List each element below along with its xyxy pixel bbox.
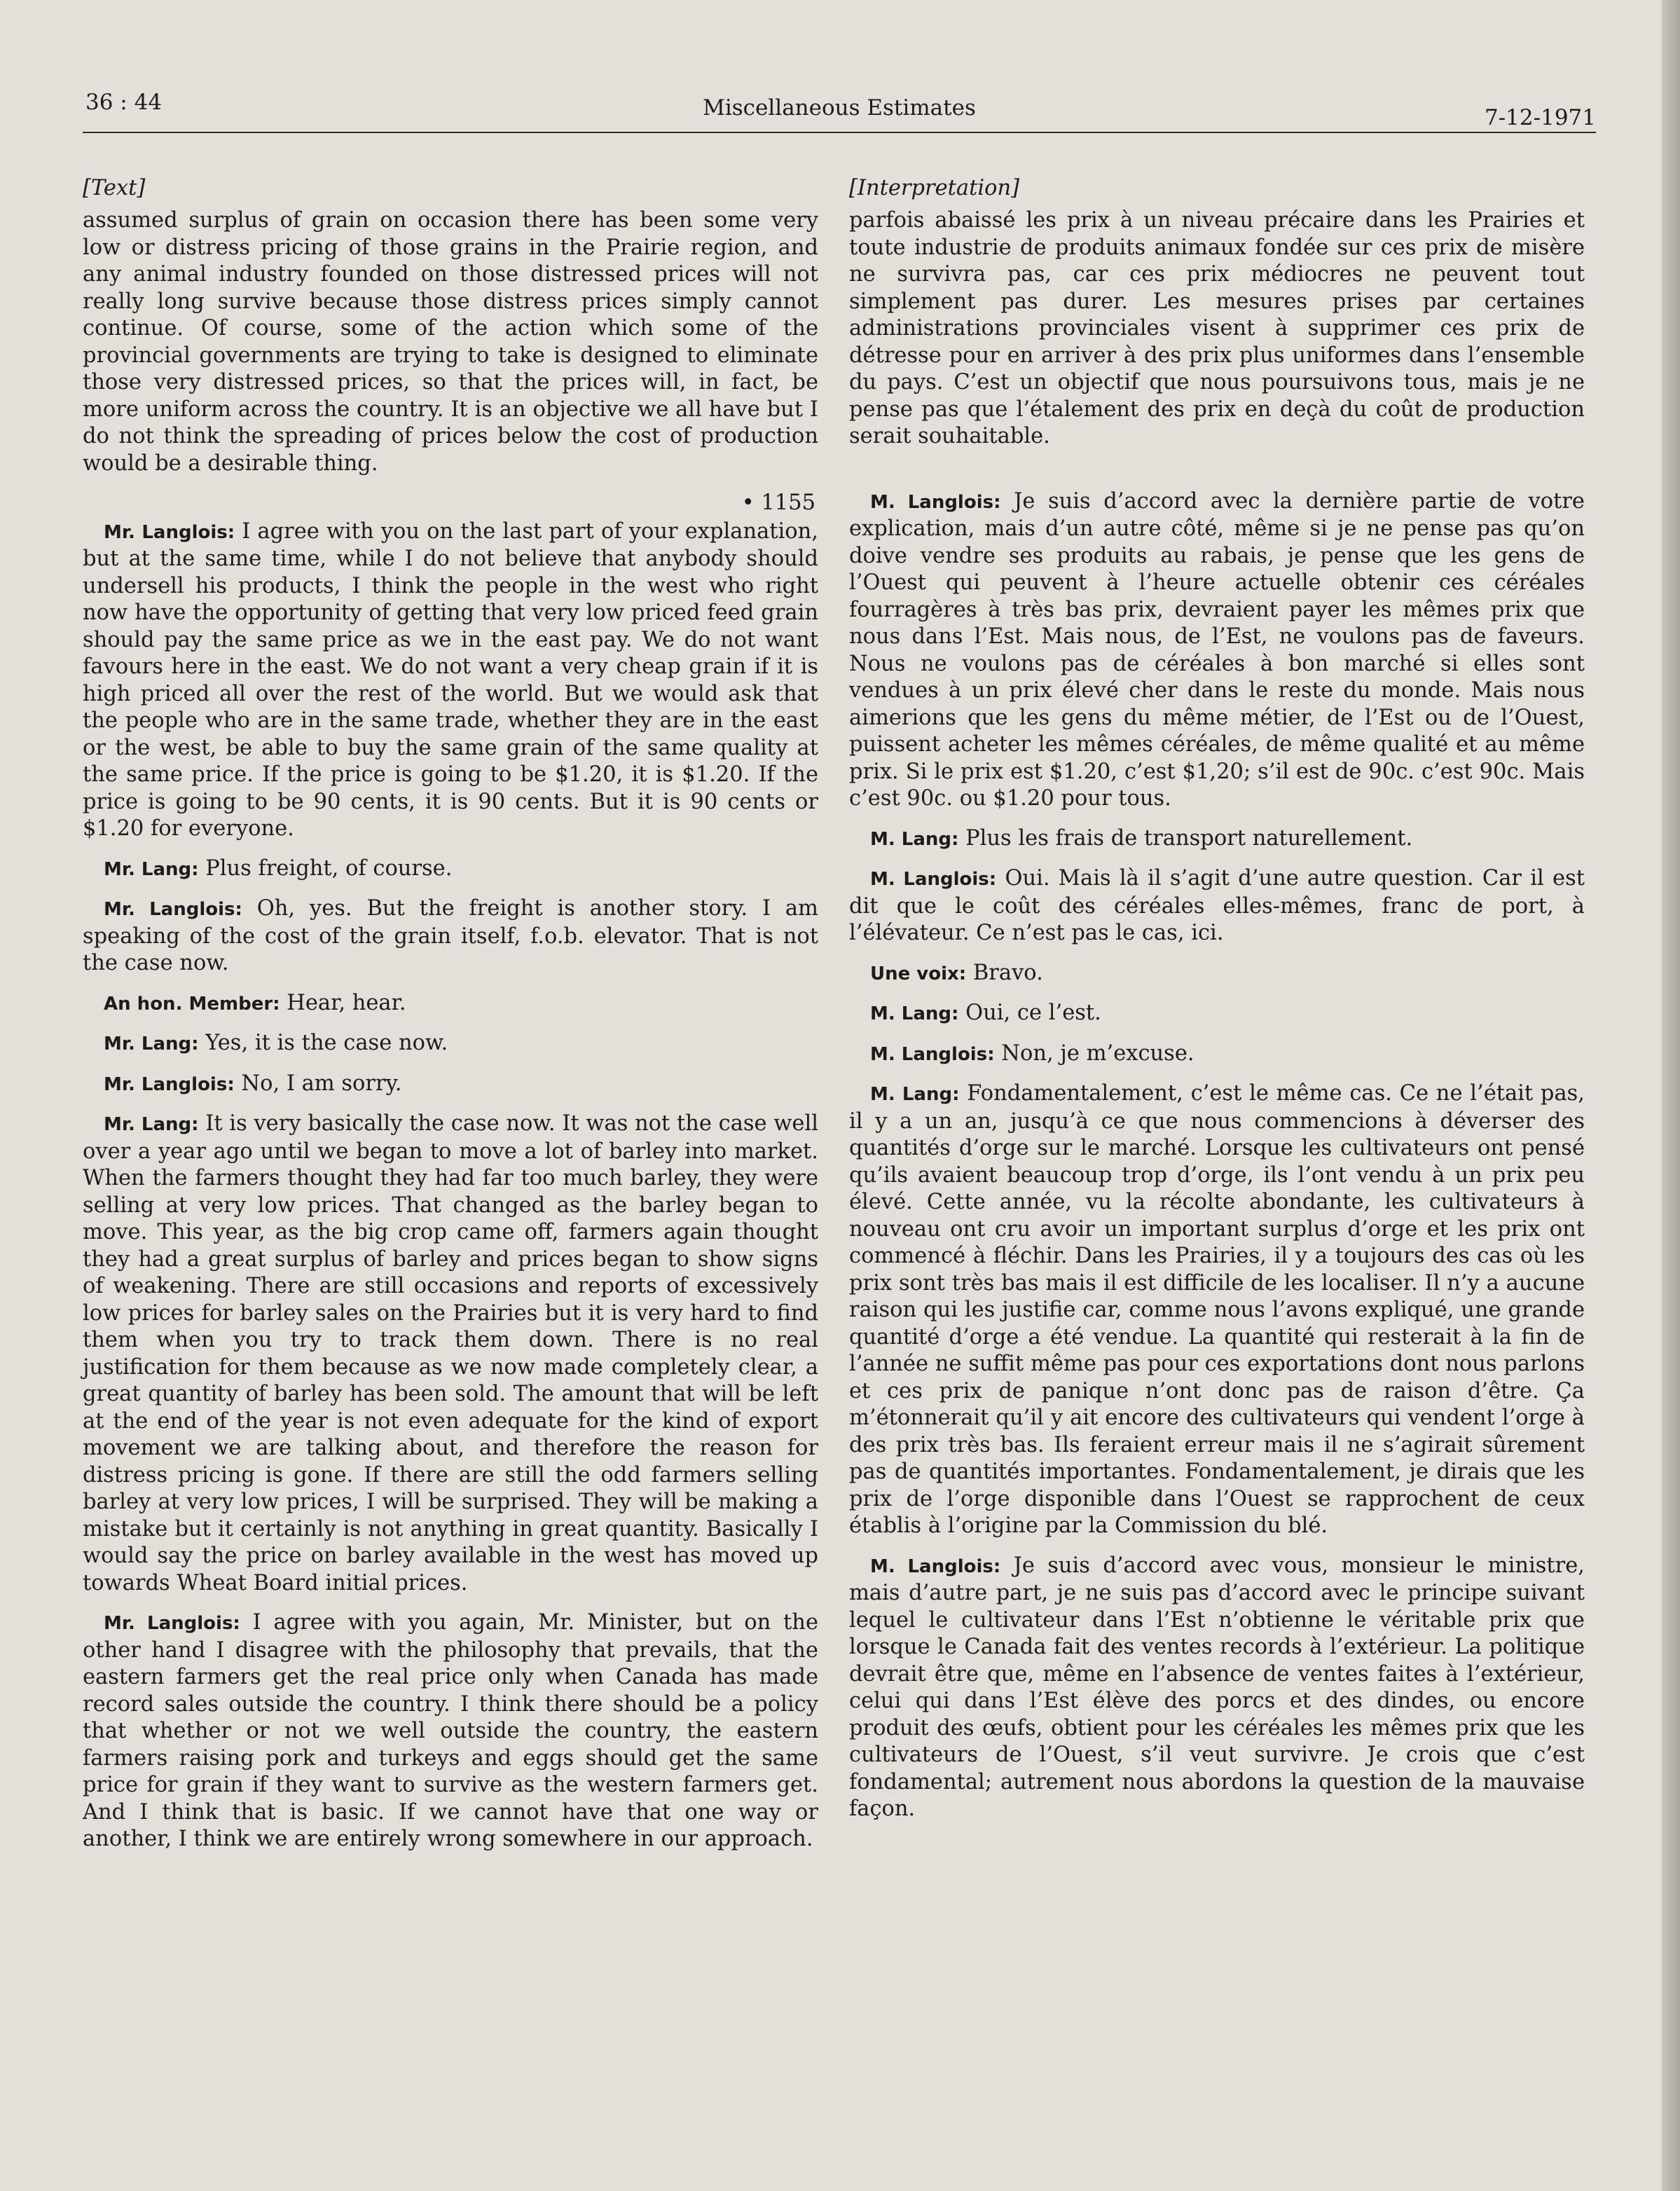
spacer [849, 463, 1585, 488]
column-label: [Text] [83, 176, 146, 200]
french-column [849, 175, 1585, 1836]
header-date: 7-12-1971 [1484, 105, 1596, 130]
speech-paragraph [83, 856, 818, 884]
speech-text: Je suis d’accord avec vous, monsieur le ministre, mais d’autre part, je ne suis pas d’accord avec le principe suivant lequel le cultivateur dans l’Est n’obtienne le véritable prix que lorsque le Canada fait des ventes records à l’extérieur. La politique devrait être que, même en l’absence de ventes faites à l’extérieur, celui qui dans l’Est élève des porcs et des dindes, ou encore produit des œufs, obtient pour les céréales les mêmes prix que les cultivateurs de l’Ouest, s’il veut survivre. Je crois que c’est fondamental; autrement nous abordons la question de la mauvaise façon. [849, 1553, 1585, 1821]
page-header [83, 84, 1596, 133]
speech-paragraph [849, 1040, 1585, 1069]
time-marker: • 1155 [741, 490, 815, 515]
running-title: Miscellaneous Estimates [703, 95, 976, 121]
speaker-name: Mr. Langlois: [104, 899, 242, 920]
speech-paragraph [849, 1080, 1585, 1540]
speech-paragraph [849, 865, 1585, 947]
speech-text: Je suis d’accord avec la dernière partie de votre explication, mais d’un autre côté, même si je ne pense pas qu’on doive vendre ses produits au rabais, je pense que les gens de l’Ouest qui peuvent à l’heure actuelle obtenir ces céréales fourragères à très bas prix, devraient payer les mêmes prix que nous dans l’Est. Mais nous, de l’Est, ne voulons pas de faveurs. Nous ne voulons pas de céréales à bon marché si elles sont vendues à un prix élevé cher dans le reste du monde. Mais nous aimerions que les gens du même métier, de l’Est ou de l’Ouest, puissent acheter les mêmes céréales, de même qualité et au même prix. Si le prix est $1.20, c’est $1,20; s’il est de 90c. c’est 90c. Mais c’est 90c. ou $1.20 pour tous. [849, 488, 1585, 811]
speech-paragraph [83, 1071, 818, 1099]
speech-paragraph [83, 518, 818, 843]
speech-text: Oh, yes. But the freight is another story. I am speaking of the cost of the grain itself, f.o.b. elevator. That is not the case now. [83, 896, 818, 975]
speech-paragraph [849, 488, 1585, 813]
speech-text: Bravo. [966, 960, 1043, 985]
speaker-name: M. Langlois: [870, 1043, 995, 1065]
speech-text: Fondamentalement, c’est le même cas. Ce ne l’était pas, il y a un an, jusqu’à ce que nous commencions à déverser des quantités d’orge sur le marché. Lorsque les cultivateurs ont pensé qu’ils avaient beaucoup trop d’orge, ils l’ont vendu à un prix peu élevé. Cette année, vu la récolte abondante, les cultivateurs à nouveau ont cru avoir un important surplus d’orge et les prix ont commencé à fléchir. Dans les Prairies, il y a toujours des cas où les prix sont très bas mais il est difficile de les localiser. Il n’y a aucune raison qui les justifie car, comme nous l’avons expliqué, une grande quantité d’orge a été vendue. La quantité qui resterait à la fin de l’année ne suffit même pas pour ces exportations dont nous parlons et ces prix de panique n’ont donc pas de raison d’être. Ça m’étonnerait qu’il y ait encore des cultivateurs qui vendent l’orge à des prix très bas. Ils feraient erreur mais il ne s’agirait sûrement pas de quantités importantes. Fondamentalement, je dirais que les prix de l’orge disponible dans l’Ouest se rapprochent de ceux établis à l’origine par la Commission du blé. [849, 1081, 1585, 1538]
page-number: 36 : 44 [85, 90, 163, 115]
speech-paragraph [83, 1609, 818, 1853]
paragraph: assumed surplus of grain on occasion there has been some very low or distress pricing of those grains in the Prairie region, and any animal industry founded on those distressed prices will not really long survive because those distress prices simply cannot continue. Of course, some of the action which some of the provincial governments are trying to take is designed to eliminate those very distressed prices, so that the prices will, in fact, be more uniform across the country. It is an objective we all have but I do not think the spreading of prices below the cost of production would be a desirable thing. [83, 208, 818, 476]
speaker-name: Mr. Lang: [104, 1114, 199, 1135]
speaker-name: Mr. Lang: [104, 858, 199, 880]
speaker-name: M. Lang: [870, 828, 959, 850]
speaker-name: M. Lang: [870, 1084, 960, 1105]
speech-text: No, I am sorry. [234, 1071, 402, 1096]
speech-paragraph [849, 1000, 1585, 1028]
english-column [83, 175, 818, 1866]
speech-text: Plus freight, of course. [198, 856, 453, 881]
speaker-name: M. Langlois: [870, 1555, 1001, 1577]
speaker-name: M. Langlois: [870, 491, 1001, 513]
speech-paragraph [83, 1111, 818, 1597]
speech-text: I agree with you on the last part of your explanation, but at the same time, while I do not believe that anybody should undersell his products, I think the people in the west who right now have the opportunity of getting that very low priced feed grain should pay the same price as we in the east pay. We do not want favours here in the east. We do not want a very cheap grain if it is high priced all over the rest of the world. But we would ask that the people who are in the same trade, whether they are in the east or the west, be able to buy the same grain of the same quality at the same price. If the price is going to be $1.20, it is $1.20. If the price is going to be 90 cents, it is 90 cents. But it is 90 cents or $1.20 for everyone. [83, 518, 818, 841]
speech-text: Plus les frais de transport naturellement. [958, 825, 1413, 851]
speaker-name: Une voix: [870, 963, 967, 984]
speaker-name: M. Langlois: [870, 869, 997, 890]
speaker-name: M. Lang: [870, 1003, 959, 1024]
speech-text: Oui. Mais là il s’agit d’une autre question. Car il est dit que le coût des céréales elles-mêmes, franc de port, à l’élévateur. Ce n’est pas le cas, ici. [849, 866, 1585, 945]
speech-text: Yes, it is the case now. [198, 1031, 448, 1055]
speech-paragraph [849, 1553, 1585, 1823]
column-label: [Interpretation] [849, 176, 1019, 200]
speaker-name: Mr. Langlois: [104, 1073, 235, 1095]
speech-paragraph [849, 825, 1585, 853]
speaker-name: An hon. Member: [104, 993, 280, 1015]
binding-edge [1662, 0, 1680, 2191]
speech-paragraph [83, 1030, 818, 1058]
speaker-name: Mr. Lang: [104, 1033, 199, 1055]
speaker-name: Mr. Langlois: [104, 1613, 240, 1634]
speech-text: I agree with you again, Mr. Minister, but on the other hand I disagree with the philosophy that prevails, that the eastern farmers get the real price only when Canada has made record sales outside the country. I think there should be a policy that whether or not we well outside the country, the eastern farmers raising pork and turkeys and eggs should get the same price for grain if they want to survive as the western farmers get. And I think that is basic. If we cannot have that one way or another, I think we are entirely wrong somewhere in our approach. [83, 1610, 818, 1851]
speech-text: Non, je m’excuse. [994, 1040, 1194, 1066]
paragraph: parfois abaissé les prix à un niveau précaire dans les Prairies et toute industrie de produits animaux fondée sur ces prix de misère ne survivra pas, car ces prix médiocres ne peuvent tout simplement pas durer. Les mesures prises par certaines administrations provinciales visent à supprimer ces prix de détresse pour en arriver à des prix plus uniformes dans l’ensemble du pays. C’est un objectif que nous poursuivons tous, mais je ne pense pas que l’étalement des prix en deçà du coût de production serait souhaitable. [849, 208, 1585, 448]
speech-text: Oui, ce l’est. [958, 1001, 1101, 1025]
speech-paragraph [83, 990, 818, 1018]
speech-text: Hear, hear. [280, 990, 406, 1015]
speech-paragraph [83, 895, 818, 977]
speech-paragraph [849, 960, 1585, 988]
speech-text: It is very basically the case now. It was not the case well over a year ago until we began to move a lot of barley into market. When the farmers thought they had far too much barley, they were selling at very low prices. That changed as the barley began to move. This year, as the big crop came off, farmers again thought they had a great surplus of barley and prices began to show signs of weakening. There are still occasions and reports of excessively low prices for barley sales on the Prairies but it is very hard to find them when you try to track them down. There is no real justification for them because as we now made completely clear, a great quantity of barley has been sold. The amount that will be left at the end of the year is not even adequate for the kind of export movement we are talking about, and therefore the reason for distress pricing is gone. If there are still the odd farmers selling barley at very low prices, I will be surprised. They will be making a mistake but it certainly is not anything in great quantity. Basically I would say the price on barley available in the west has moved up towards Wheat Board initial prices. [83, 1111, 818, 1595]
speaker-name: Mr. Langlois: [104, 521, 235, 543]
